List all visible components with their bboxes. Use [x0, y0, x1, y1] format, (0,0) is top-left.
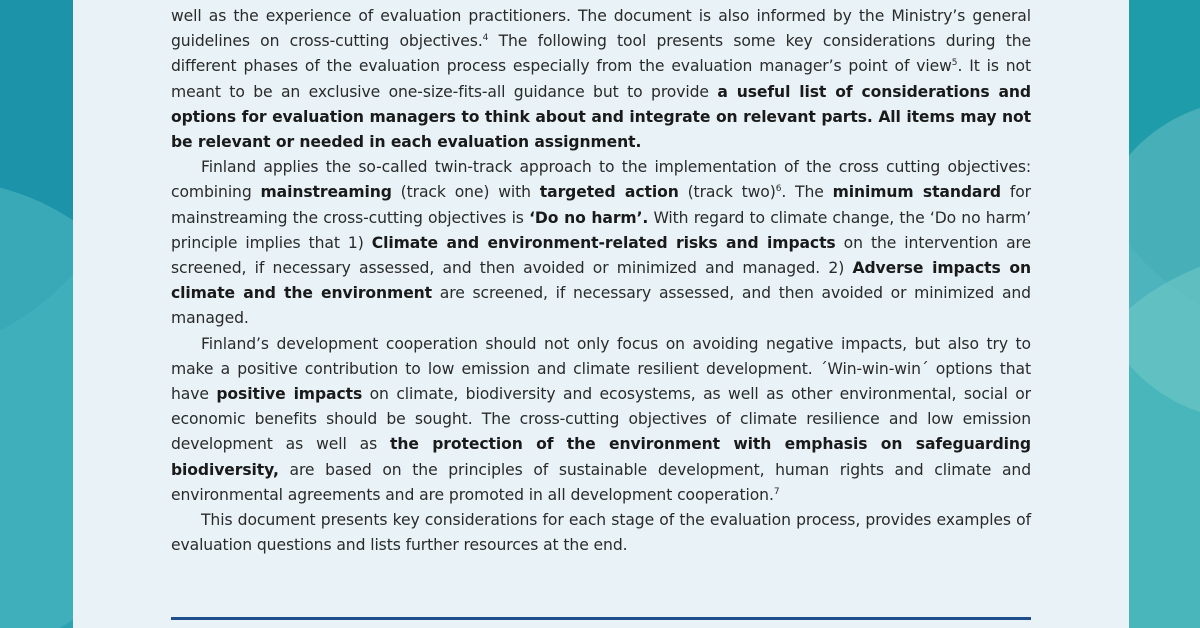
body-text: Finland applies the so-called twin-track approach to the implementation of the cross cutting objectives: combining [171, 158, 1031, 202]
body-text: (track one) with [391, 183, 540, 202]
emphasis-text: the protection of the environment with emphasis on safeguarding biodiversity, [171, 435, 1031, 479]
emphasis-text: mainstreaming [260, 183, 392, 202]
body-text: (track two) [678, 183, 776, 202]
footnote-ref: 7 [773, 486, 780, 497]
emphasis-text: a useful list of considerations and options for evaluation managers to think about and integrate on relevant parts. All items may not be relevant or needed in each evaluation assignment. [171, 82, 1031, 152]
footnote-ref: 4 [482, 33, 489, 44]
paragraph-3 [171, 332, 1031, 508]
body-text: With regard to climate change, the ‘Do no harm’ principle implies that 1) [171, 208, 1031, 252]
emphasis-text: positive impacts [216, 385, 363, 404]
body-text: This document presents key considerations for each stage of the evaluation process, provides examples of evaluation questions and lists further resources at the end. [171, 511, 1031, 555]
paragraph-4 [171, 508, 1031, 558]
body-text: are based on the principles of sustainable development, human rights and climate and environmental agreements and are promoted in all development cooperation. [171, 460, 1031, 504]
emphasis-text: Climate and environment-related risks and impacts [371, 233, 836, 252]
document-body [171, 4, 1031, 558]
paragraph-2 [171, 155, 1031, 331]
section-divider [171, 617, 1031, 620]
body-text: are screened, if necessary assessed, and then avoided or minimized and managed. [171, 284, 1031, 328]
footnote-ref: 6 [775, 184, 782, 195]
footnote-ref: 5 [951, 58, 958, 69]
emphasis-text: minimum standard [832, 183, 1001, 202]
paragraph-1 [171, 4, 1031, 155]
document-page [73, 0, 1129, 628]
emphasis-text: ‘Do no harm’. [529, 208, 649, 227]
body-text: The following tool presents some key considerations during the different phases of the evaluation process especially from the evaluation manager’s point of view [171, 32, 1031, 76]
emphasis-text: targeted action [539, 183, 679, 202]
body-text: well as the experience of evaluation practitioners. The document is also informed by the Ministry’s general guidelines on cross-cutting objectives. [171, 7, 1031, 51]
body-text: for mainstreaming the cross-cutting objectives is [171, 183, 1031, 227]
body-text: . The [781, 183, 833, 202]
body-text: on the intervention are screened, if necessary assessed, and then avoided or minimized and managed. 2) [171, 233, 1031, 278]
body-text: Finland’s development cooperation should not only focus on avoiding negative impacts, but also try to make a positive contribution to low emission and climate resilient development. ´Win-win-win´ options that have [171, 334, 1031, 404]
body-text: . It is not meant to be an exclusive one-size-fits-all guidance but to provide [171, 57, 1031, 101]
emphasis-text: Adverse impacts on climate and the environment [171, 259, 1032, 303]
body-text: on climate, biodiversity and ecosystems, as well as other environmental, social or economic benefits should be sought. The cross-cutting objectives of climate resilience and low emission development as well as [171, 385, 1031, 454]
